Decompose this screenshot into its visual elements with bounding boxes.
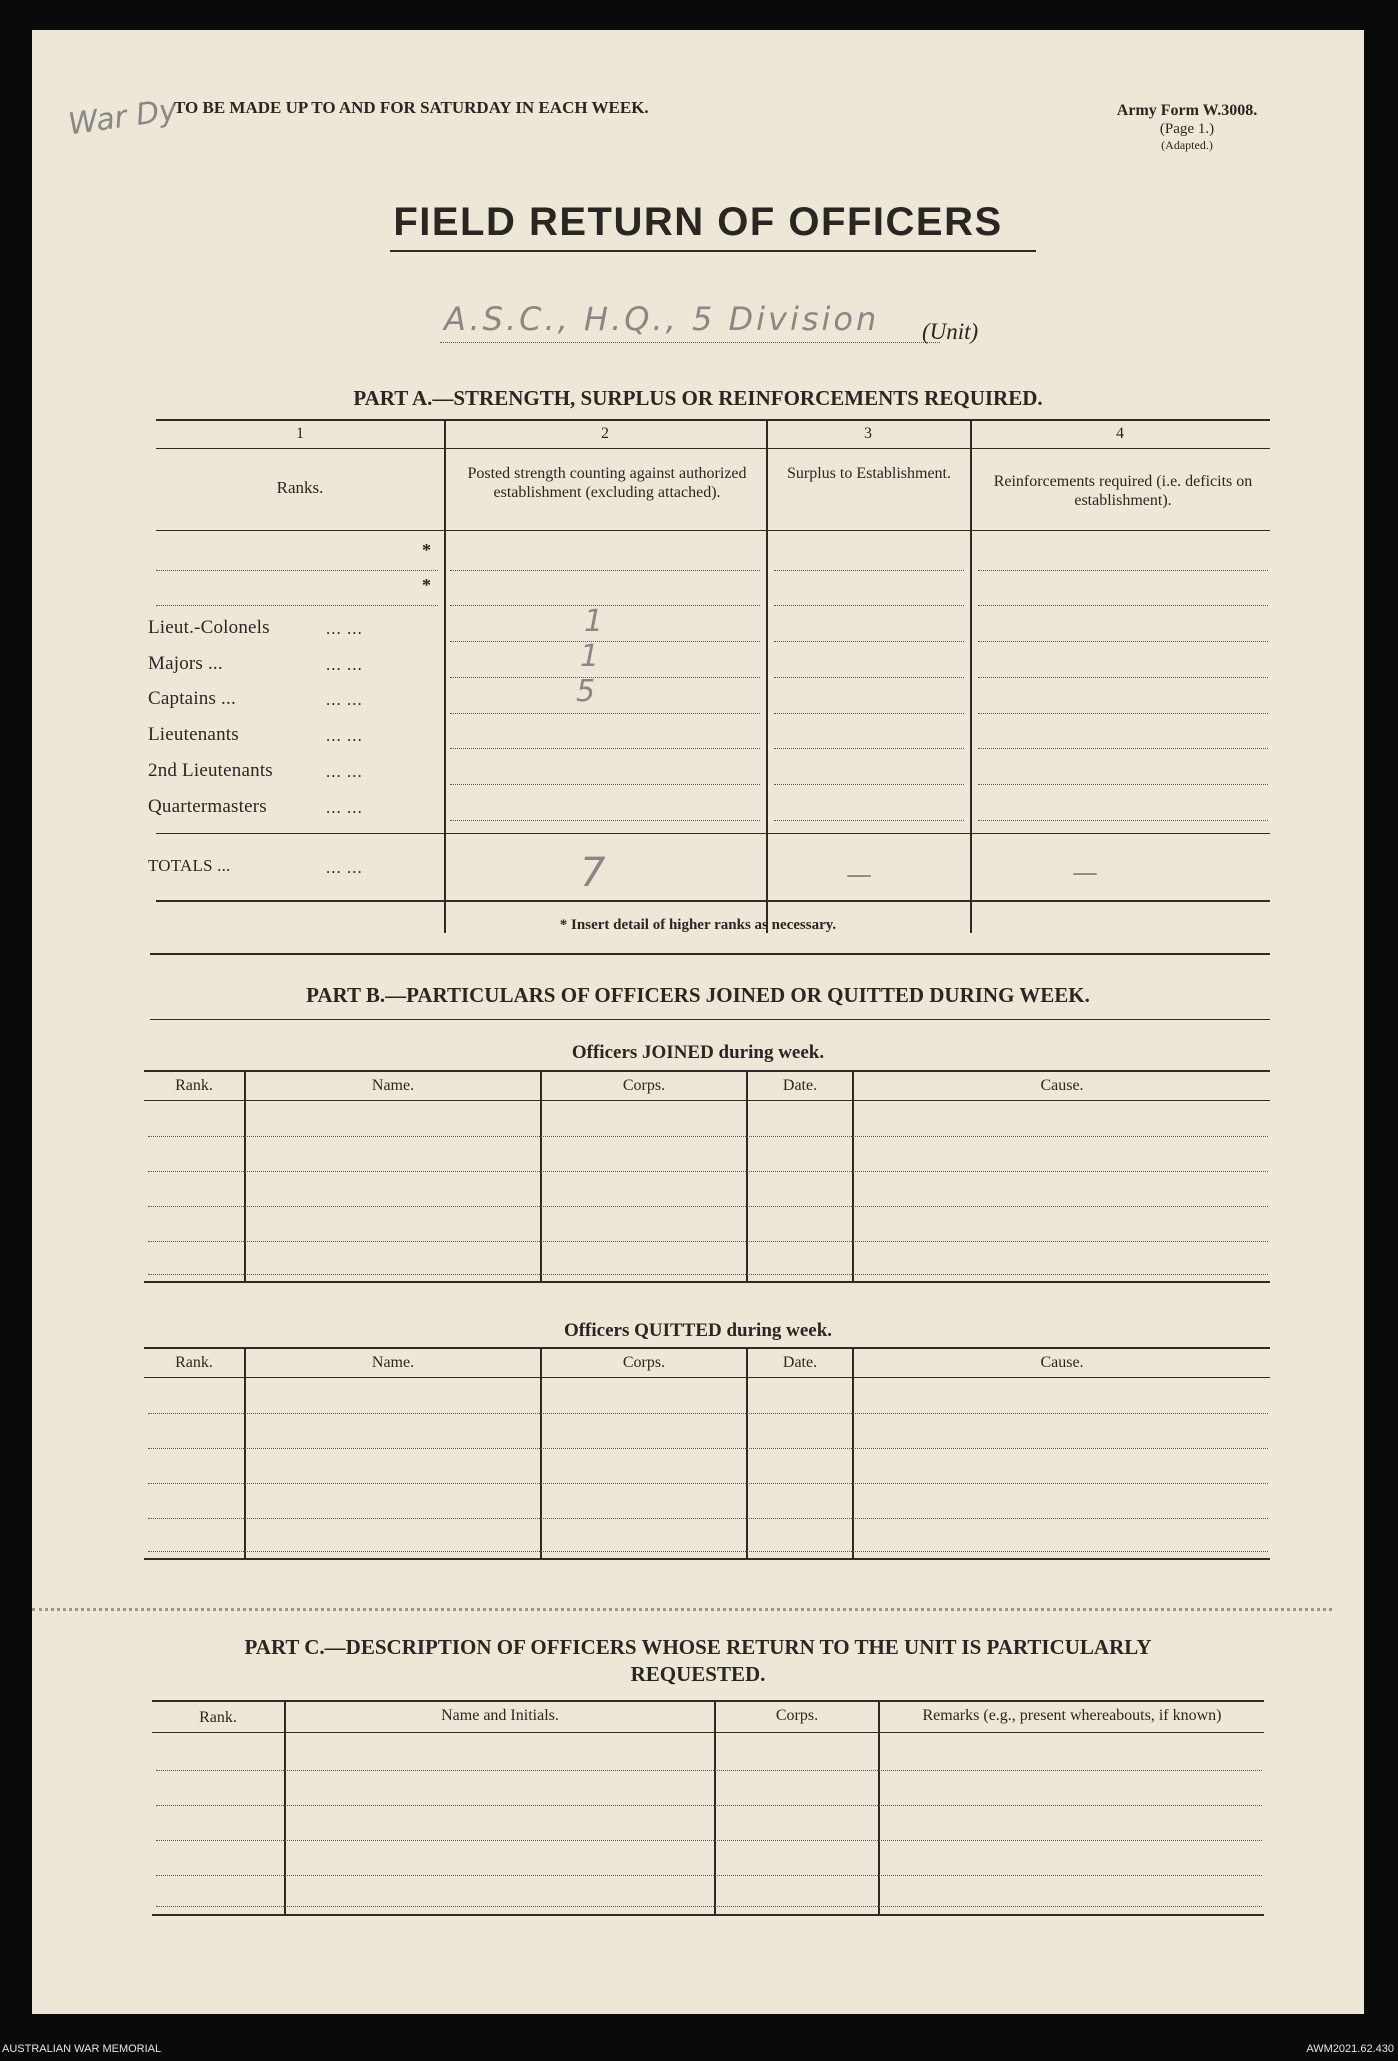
joined-divider — [244, 1070, 246, 1281]
part-a-footnote: * Insert detail of higher ranks as necessary. — [559, 917, 837, 933]
col3-dotline — [774, 605, 964, 606]
col2-dotline — [450, 748, 760, 749]
footer-accession-number: AWM2021.62.430 — [1306, 2043, 1394, 2055]
joined-col-name: Name. — [371, 1077, 415, 1094]
part-c-heading-line2: REQUESTED. — [630, 1662, 766, 1686]
rank-dots: ... ... — [326, 798, 363, 817]
posted-value: 5 — [576, 674, 596, 709]
col-header-ranks: Ranks. — [276, 478, 324, 497]
quitted-col-cause: Cause. — [1040, 1354, 1084, 1371]
col3-dotline — [774, 677, 964, 678]
instruction-text: TO BE MADE UP TO AND FOR SATURDAY IN EACH WEEK. — [174, 98, 649, 117]
quitted-divider — [540, 1347, 542, 1558]
footnote-rule — [150, 953, 1270, 955]
part-c-bottom-rule — [152, 1914, 1264, 1916]
rank-label-captains: Captains ... — [148, 688, 236, 709]
quitted-divider — [852, 1347, 854, 1558]
quitted-divider — [746, 1347, 748, 1558]
col4-dotline — [978, 713, 1268, 714]
part-c-header-rule — [152, 1732, 1264, 1733]
rank-label-quartermasters: Quartermasters — [148, 796, 267, 817]
unit-underline — [440, 342, 940, 343]
part-c-col-name: Name and Initials. — [441, 1707, 559, 1724]
part-c-col-rank: Rank. — [199, 1709, 237, 1726]
joined-col-date: Date. — [782, 1077, 818, 1094]
quitted-divider — [244, 1347, 246, 1558]
col3-dotline — [774, 570, 964, 571]
col4-dotline — [978, 605, 1268, 606]
totals-top-rule — [156, 833, 1270, 834]
joined-divider — [746, 1070, 748, 1281]
joined-col-cause: Cause. — [1040, 1077, 1084, 1094]
part-a-heading: PART A.—STRENGTH, SURPLUS OR REINFORCEMENTS REQUIRED. — [353, 386, 1043, 410]
col3-dotline — [774, 713, 964, 714]
col-header-surplus: Surplus to Establishment. — [787, 465, 951, 482]
col3-dotline — [774, 641, 964, 642]
title-underline — [390, 250, 1036, 252]
unit-label: (Unit) — [922, 319, 979, 344]
joined-table-title: Officers JOINED during week. — [571, 1042, 825, 1063]
posted-value: 1 — [584, 604, 604, 639]
quitted-row-line — [148, 1413, 1268, 1414]
rank-dots: ... ... — [326, 655, 363, 674]
page-title: FIELD RETURN OF OFFICERS — [393, 200, 1003, 244]
star-row-line — [156, 605, 438, 606]
joined-col-rank: Rank. — [175, 1077, 213, 1094]
col2-dotline — [450, 677, 760, 678]
quitted-col-date: Date. — [782, 1354, 818, 1371]
quitted-row-line — [148, 1518, 1268, 1519]
totals-label: TOTALS ... — [148, 856, 231, 875]
rank-label-majors: Majors ... — [148, 653, 223, 674]
star-mark: * — [422, 575, 431, 595]
col-number-2: 2 — [601, 425, 609, 442]
joined-bottom-rule — [144, 1281, 1270, 1283]
margin-handwritten-note: War Dy — [66, 92, 180, 143]
quitted-header-rule — [144, 1377, 1270, 1378]
col4-dotline — [978, 641, 1268, 642]
part-a-numbers-rule — [156, 448, 1270, 449]
joined-row-line — [148, 1171, 1268, 1172]
col2-dotline — [450, 605, 760, 606]
col4-dotline — [978, 784, 1268, 785]
part-c-top-rule — [152, 1700, 1264, 1702]
col4-dotline — [978, 570, 1268, 571]
joined-row-line — [148, 1136, 1268, 1137]
quitted-top-rule — [144, 1347, 1270, 1349]
star-row-line — [156, 570, 438, 571]
col2-dotline — [450, 713, 760, 714]
col4-dotline — [978, 677, 1268, 678]
quitted-row-line — [148, 1483, 1268, 1484]
rank-dots: ... ... — [326, 762, 363, 781]
joined-col-corps: Corps. — [622, 1077, 666, 1094]
joined-row-line — [148, 1241, 1268, 1242]
part-c-row-line — [156, 1875, 1262, 1876]
footer-credit: AUSTRALIAN WAR MEMORIAL — [2, 2043, 162, 2055]
rank-label-lieut-colonels: Lieut.-Colonels — [148, 617, 270, 638]
part-b-heading-rule — [150, 1019, 1270, 1020]
quitted-row-line — [148, 1448, 1268, 1449]
part-c-row-line — [156, 1770, 1262, 1771]
unit-handwritten: A.S.C., H.Q., 5 Division — [444, 300, 880, 338]
rank-dots: ... ... — [326, 619, 363, 638]
star-mark: * — [422, 540, 431, 560]
rank-label-lieutenants: Lieutenants — [148, 724, 239, 745]
part-a-divider-3 — [970, 419, 972, 933]
part-a-divider-1 — [444, 419, 446, 933]
quitted-col-corps: Corps. — [622, 1354, 666, 1371]
quitted-bottom-rule — [144, 1558, 1270, 1560]
posted-value: 1 — [580, 639, 600, 674]
joined-divider — [540, 1070, 542, 1281]
col2-dotline — [450, 641, 760, 642]
part-a-top-rule — [156, 419, 1270, 421]
part-c-col-remarks: Remarks (e.g., present whereabouts, if known) — [922, 1707, 1222, 1724]
quitted-col-rank: Rank. — [175, 1354, 213, 1371]
form-number: Army Form W.3008. — [1116, 102, 1258, 119]
part-a-divider-2 — [766, 419, 768, 933]
col2-dotline — [450, 784, 760, 785]
part-a-bottom-rule — [156, 900, 1270, 902]
part-a-header-rule — [156, 530, 1270, 531]
quitted-table-title: Officers QUITTED during week. — [563, 1320, 833, 1341]
rank-label-2nd-lieutenants: 2nd Lieutenants — [148, 760, 273, 781]
col3-dotline — [774, 820, 964, 821]
col2-dotline — [450, 820, 760, 821]
col-header-reinforcements: Reinforcements required (i.e. deficits on establishment). — [993, 473, 1253, 509]
col4-dotline — [978, 748, 1268, 749]
part-c-divider — [714, 1700, 716, 1914]
col2-dotline — [450, 570, 760, 571]
part-c-row-line — [156, 1906, 1262, 1907]
form-note: (Adapted.) — [1161, 138, 1213, 152]
col-header-posted: Posted strength counting against authorized establishment (excluding attached). — [467, 465, 747, 501]
part-b-heading: PART B.—PARTICULARS OF OFFICERS JOINED OR QUITTED DURING WEEK. — [306, 983, 1090, 1007]
part-c-row-line — [156, 1805, 1262, 1806]
joined-row-line — [148, 1274, 1268, 1275]
col4-dotline — [978, 820, 1268, 821]
totals-surplus: — — [846, 860, 872, 890]
part-c-col-corps: Corps. — [775, 1707, 819, 1724]
rank-dots: ... ... — [326, 690, 363, 709]
quitted-col-name: Name. — [371, 1354, 415, 1371]
col3-dotline — [774, 748, 964, 749]
form-page: (Page 1.) — [1159, 121, 1215, 137]
perforation-line — [32, 1608, 1332, 1611]
joined-header-rule — [144, 1100, 1270, 1101]
joined-top-rule — [144, 1070, 1270, 1072]
part-c-divider — [878, 1700, 880, 1914]
quitted-row-line — [148, 1551, 1268, 1552]
totals-reinforcements: — — [1072, 858, 1098, 888]
form-page — [32, 30, 1364, 2014]
col-number-3: 3 — [864, 425, 872, 442]
col-number-1: 1 — [296, 425, 304, 442]
part-c-heading-line1: PART C.—DESCRIPTION OF OFFICERS WHOSE RETURN TO THE UNIT IS PARTICULARLY — [244, 1635, 1152, 1659]
part-c-divider — [284, 1700, 286, 1914]
joined-row-line — [148, 1206, 1268, 1207]
part-c-row-line — [156, 1840, 1262, 1841]
col3-dotline — [774, 784, 964, 785]
rank-dots: ... ... — [326, 726, 363, 745]
totals-dots: ... ... — [326, 858, 363, 877]
totals-posted: 7 — [580, 850, 606, 896]
joined-divider — [852, 1070, 854, 1281]
col-number-4: 4 — [1116, 425, 1124, 442]
